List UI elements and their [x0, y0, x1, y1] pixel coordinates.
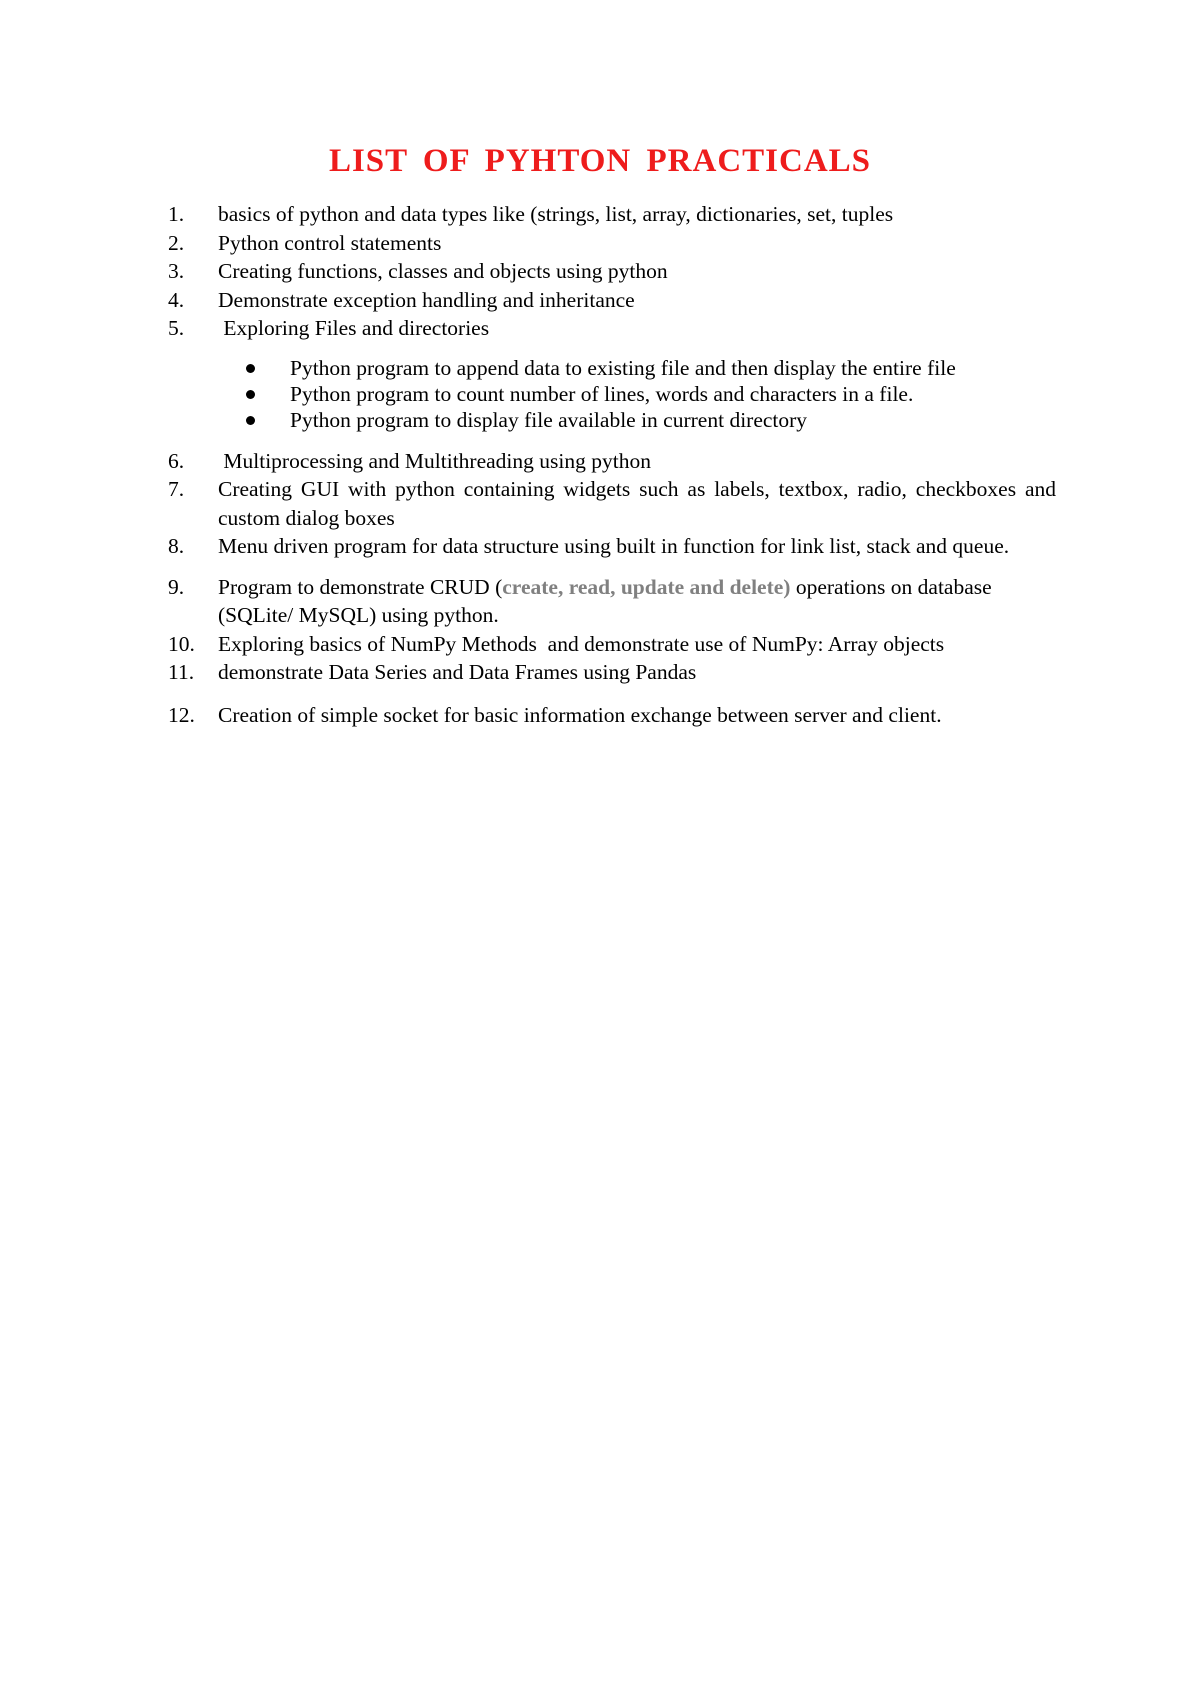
item-number: 5. — [168, 316, 185, 340]
item-text: Python control statements — [218, 230, 442, 255]
sublist-item — [168, 355, 1056, 381]
item-text: Menu driven program for data structure using built in function for link list, stack and queue. — [218, 534, 1010, 558]
practicals-list — [168, 200, 1056, 729]
bullet-icon — [246, 390, 255, 399]
document-title: LIST OF PYHTON PRACTICALS — [328, 143, 872, 179]
item-number: 7. — [168, 477, 185, 501]
sublist-item — [168, 407, 1056, 433]
sublist-item-text: Python program to display file available in current directory — [290, 407, 808, 432]
list-item — [168, 532, 1056, 561]
item-text: Exploring Files and directories — [218, 316, 490, 340]
item-number: 2. — [168, 230, 185, 255]
item-number: 4. — [168, 287, 185, 312]
list-item — [168, 229, 1056, 258]
item-text: Multiprocessing and Multithreading using python — [218, 448, 651, 473]
list-item — [168, 314, 1056, 343]
item-number: 1. — [168, 202, 185, 226]
file-programs-sublist — [168, 355, 1056, 433]
item-text: Creation of simple socket for basic information exchange between server and client. — [218, 702, 942, 727]
item-text: Creating functions, classes and objects using python — [218, 259, 668, 283]
list-item — [168, 701, 1056, 730]
list-item — [168, 573, 1056, 630]
item-text: Demonstrate exception handling and inheritance — [218, 287, 635, 312]
list-item — [168, 200, 1056, 229]
list-item — [168, 286, 1056, 315]
item-number: 9. — [168, 574, 185, 599]
item-number: 12. — [168, 702, 195, 727]
list-item — [168, 257, 1056, 286]
crud-highlight: create, read, update and delete) — [502, 574, 791, 599]
list-item — [168, 475, 1056, 532]
item-number: 6. — [168, 448, 185, 473]
bullet-icon — [246, 364, 255, 373]
item-text-end: operations on database (SQLite/ MySQL) using python. — [218, 574, 998, 627]
item-text: Creating GUI with python containing widgets such as labels, textbox, radio, checkboxes and custom dialog boxes — [218, 477, 1056, 530]
item-number: 10. — [168, 631, 195, 656]
sublist-item — [168, 381, 1056, 407]
item-number: 8. — [168, 534, 185, 558]
item-text: demonstrate Data Series and Data Frames using Pandas — [218, 660, 697, 684]
list-item — [168, 447, 1056, 476]
list-item — [168, 630, 1056, 659]
sublist-item-text: Python program to count number of lines, words and characters in a file. — [290, 381, 914, 406]
bullet-icon — [246, 416, 255, 425]
sublist-item-text: Python program to append data to existing file and then display the entire file — [290, 355, 956, 380]
list-item — [168, 658, 1056, 687]
item-text-start: Program to demonstrate CRUD ( — [218, 574, 503, 599]
item-text: Exploring basics of NumPy Methods and demonstrate use of NumPy: Array objects — [218, 631, 945, 656]
item-text: basics of python and data types like (strings, list, array, dictionaries, set, tuples — [218, 202, 894, 226]
item-number: 3. — [168, 259, 185, 283]
item-number: 11. — [168, 660, 195, 684]
